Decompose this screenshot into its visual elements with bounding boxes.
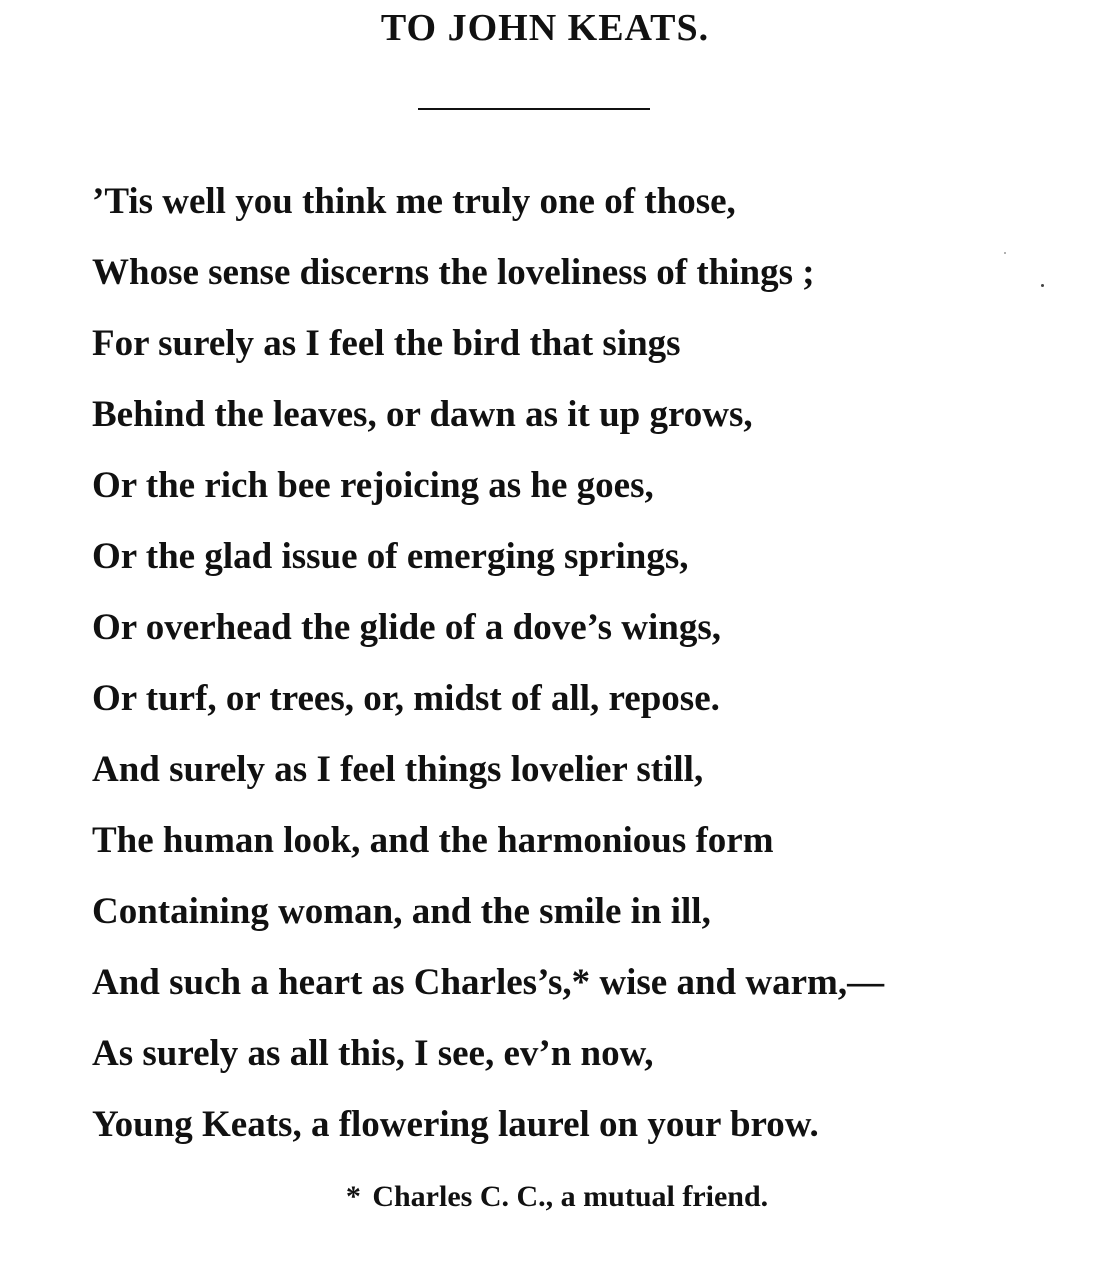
poem-line: As surely as all this, I see, ev’n now, [92,1033,654,1074]
poem-line: Behind the leaves, or dawn as it up grows, [92,394,753,435]
poem-line: And surely as I feel things lovelier still, [92,749,704,790]
poem-line: Or the glad issue of emerging springs, [92,536,689,577]
poem-line: Or overhead the glide of a dove’s wings, [92,607,721,648]
footnote [0,1180,1114,1214]
title-rule [418,108,650,110]
poem-line: Containing woman, and the smile in ill, [92,891,711,932]
poem-body [92,172,1092,1166]
poem-title: TO JOHN KEATS. [380,7,710,49]
poem-line: The human look, and the harmonious form [92,820,774,861]
ink-speck [1004,252,1006,254]
poem-line: Or the rich bee rejoicing as he goes, [92,465,654,506]
poem-line: Whose sense discerns the loveliness of things ; [92,252,815,293]
ink-speck [1041,284,1044,287]
footnote-mark: * [345,1180,361,1213]
poem-line: And such a heart as Charles’s,* wise and warm,— [92,962,885,1003]
footnote-text: Charles C. C., a mutual friend. [372,1180,769,1213]
poem-line: Or turf, or trees, or, midst of all, repose. [92,678,720,719]
poem-line: ’Tis well you think me truly one of those, [92,181,736,222]
poem-line: For surely as I feel the bird that sings [92,323,681,364]
poem-line: Young Keats, a flowering laurel on your brow. [92,1104,819,1145]
